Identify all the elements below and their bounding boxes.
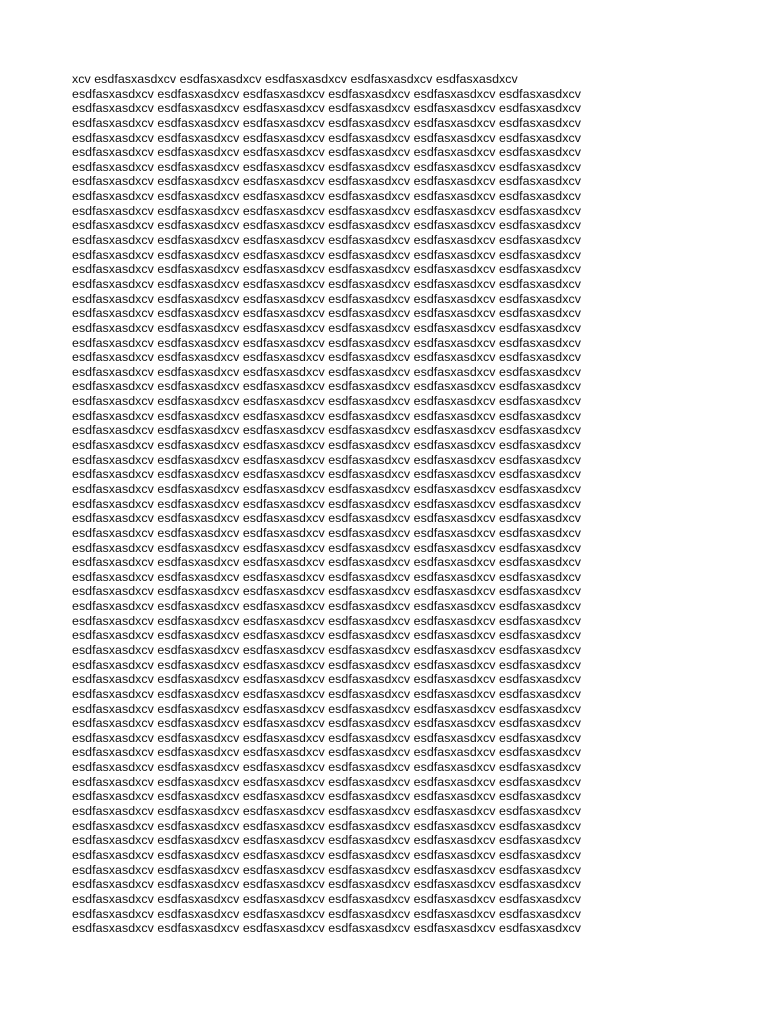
text-line: esdfasxasdxcv esdfasxasdxcv esdfasxasdxcv esdfasxasdxcv esdfasxasdxcv esdfasxasdxcv xyxy=(72,877,581,892)
text-line: esdfasxasdxcv esdfasxasdxcv esdfasxasdxcv esdfasxasdxcv esdfasxasdxcv esdfasxasdxcv xyxy=(72,481,581,496)
text-line: esdfasxasdxcv esdfasxasdxcv esdfasxasdxcv esdfasxasdxcv esdfasxasdxcv esdfasxasdxcv xyxy=(72,496,581,511)
text-line: esdfasxasdxcv esdfasxasdxcv esdfasxasdxcv esdfasxasdxcv esdfasxasdxcv esdfasxasdxcv xyxy=(72,233,581,248)
text-line: esdfasxasdxcv esdfasxasdxcv esdfasxasdxcv esdfasxasdxcv esdfasxasdxcv esdfasxasdxcv xyxy=(72,101,581,116)
text-line: esdfasxasdxcv esdfasxasdxcv esdfasxasdxcv esdfasxasdxcv esdfasxasdxcv esdfasxasdxcv xyxy=(72,862,581,877)
text-line: esdfasxasdxcv esdfasxasdxcv esdfasxasdxcv esdfasxasdxcv esdfasxasdxcv esdfasxasdxcv xyxy=(72,525,581,540)
text-line: esdfasxasdxcv esdfasxasdxcv esdfasxasdxcv esdfasxasdxcv esdfasxasdxcv esdfasxasdxcv xyxy=(72,818,581,833)
text-line: esdfasxasdxcv esdfasxasdxcv esdfasxasdxcv esdfasxasdxcv esdfasxasdxcv esdfasxasdxcv xyxy=(72,584,581,599)
text-line: esdfasxasdxcv esdfasxasdxcv esdfasxasdxcv esdfasxasdxcv esdfasxasdxcv esdfasxasdxcv xyxy=(72,701,581,716)
text-line: esdfasxasdxcv esdfasxasdxcv esdfasxasdxcv esdfasxasdxcv esdfasxasdxcv esdfasxasdxcv xyxy=(72,174,581,189)
text-line: esdfasxasdxcv esdfasxasdxcv esdfasxasdxcv esdfasxasdxcv esdfasxasdxcv esdfasxasdxcv xyxy=(72,642,581,657)
text-line: esdfasxasdxcv esdfasxasdxcv esdfasxasdxcv esdfasxasdxcv esdfasxasdxcv esdfasxasdxcv xyxy=(72,379,581,394)
text-line: esdfasxasdxcv esdfasxasdxcv esdfasxasdxcv esdfasxasdxcv esdfasxasdxcv esdfasxasdxcv xyxy=(72,335,581,350)
text-line: esdfasxasdxcv esdfasxasdxcv esdfasxasdxcv esdfasxasdxcv esdfasxasdxcv esdfasxasdxcv xyxy=(72,467,581,482)
text-line: esdfasxasdxcv esdfasxasdxcv esdfasxasdxcv esdfasxasdxcv esdfasxasdxcv esdfasxasdxcv xyxy=(72,438,581,453)
text-line: esdfasxasdxcv esdfasxasdxcv esdfasxasdxcv esdfasxasdxcv esdfasxasdxcv esdfasxasdxcv xyxy=(72,833,581,848)
text-line: esdfasxasdxcv esdfasxasdxcv esdfasxasdxcv esdfasxasdxcv esdfasxasdxcv esdfasxasdxcv xyxy=(72,745,581,760)
text-line: esdfasxasdxcv esdfasxasdxcv esdfasxasdxcv esdfasxasdxcv esdfasxasdxcv esdfasxasdxcv xyxy=(72,306,581,321)
text-line: esdfasxasdxcv esdfasxasdxcv esdfasxasdxcv esdfasxasdxcv esdfasxasdxcv esdfasxasdxcv xyxy=(72,628,581,643)
text-line: xcv esdfasxasdxcv esdfasxasdxcv esdfasxasdxcv esdfasxasdxcv esdfasxasdxcv xyxy=(72,72,518,86)
text-line: esdfasxasdxcv esdfasxasdxcv esdfasxasdxcv esdfasxasdxcv esdfasxasdxcv esdfasxasdxcv xyxy=(72,540,581,555)
text-line: esdfasxasdxcv esdfasxasdxcv esdfasxasdxcv esdfasxasdxcv esdfasxasdxcv esdfasxasdxcv xyxy=(72,847,581,862)
text-line: esdfasxasdxcv esdfasxasdxcv esdfasxasdxcv esdfasxasdxcv esdfasxasdxcv esdfasxasdxcv xyxy=(72,906,581,921)
text-line: esdfasxasdxcv esdfasxasdxcv esdfasxasdxcv esdfasxasdxcv esdfasxasdxcv esdfasxasdxcv xyxy=(72,262,581,277)
text-line: esdfasxasdxcv esdfasxasdxcv esdfasxasdxcv esdfasxasdxcv esdfasxasdxcv esdfasxasdxcv xyxy=(72,408,581,423)
text-line: esdfasxasdxcv esdfasxasdxcv esdfasxasdxcv esdfasxasdxcv esdfasxasdxcv esdfasxasdxcv xyxy=(72,657,581,672)
text-line: esdfasxasdxcv esdfasxasdxcv esdfasxasdxcv esdfasxasdxcv esdfasxasdxcv esdfasxasdxcv xyxy=(72,394,581,409)
text-line: esdfasxasdxcv esdfasxasdxcv esdfasxasdxcv esdfasxasdxcv esdfasxasdxcv esdfasxasdxcv xyxy=(72,350,581,365)
text-line: esdfasxasdxcv esdfasxasdxcv esdfasxasdxcv esdfasxasdxcv esdfasxasdxcv esdfasxasdxcv xyxy=(72,247,581,262)
text-line: esdfasxasdxcv esdfasxasdxcv esdfasxasdxcv esdfasxasdxcv esdfasxasdxcv esdfasxasdxcv xyxy=(72,115,581,130)
text-line: esdfasxasdxcv esdfasxasdxcv esdfasxasdxcv esdfasxasdxcv esdfasxasdxcv esdfasxasdxcv xyxy=(72,891,581,906)
text-line: esdfasxasdxcv esdfasxasdxcv esdfasxasdxcv esdfasxasdxcv esdfasxasdxcv esdfasxasdxcv xyxy=(72,452,581,467)
text-line: esdfasxasdxcv esdfasxasdxcv esdfasxasdxcv esdfasxasdxcv esdfasxasdxcv esdfasxasdxcv xyxy=(72,189,581,204)
text-line: esdfasxasdxcv esdfasxasdxcv esdfasxasdxcv esdfasxasdxcv esdfasxasdxcv esdfasxasdxcv xyxy=(72,423,581,438)
text-line: esdfasxasdxcv esdfasxasdxcv esdfasxasdxcv esdfasxasdxcv esdfasxasdxcv esdfasxasdxcv xyxy=(72,789,581,804)
text-line: esdfasxasdxcv esdfasxasdxcv esdfasxasdxcv esdfasxasdxcv esdfasxasdxcv esdfasxasdxcv xyxy=(72,599,581,614)
text-line: esdfasxasdxcv esdfasxasdxcv esdfasxasdxcv esdfasxasdxcv esdfasxasdxcv esdfasxasdxcv xyxy=(72,569,581,584)
text-line: esdfasxasdxcv esdfasxasdxcv esdfasxasdxcv esdfasxasdxcv esdfasxasdxcv esdfasxasdxcv xyxy=(72,555,581,570)
text-line: esdfasxasdxcv esdfasxasdxcv esdfasxasdxcv esdfasxasdxcv esdfasxasdxcv esdfasxasdxcv xyxy=(72,203,581,218)
text-line: esdfasxasdxcv esdfasxasdxcv esdfasxasdxcv esdfasxasdxcv esdfasxasdxcv esdfasxasdxcv xyxy=(72,672,581,687)
text-line: esdfasxasdxcv esdfasxasdxcv esdfasxasdxcv esdfasxasdxcv esdfasxasdxcv esdfasxasdxcv xyxy=(72,730,581,745)
text-line: esdfasxasdxcv esdfasxasdxcv esdfasxasdxcv esdfasxasdxcv esdfasxasdxcv esdfasxasdxcv xyxy=(72,320,581,335)
text-line: esdfasxasdxcv esdfasxasdxcv esdfasxasdxcv esdfasxasdxcv esdfasxasdxcv esdfasxasdxcv xyxy=(72,760,581,775)
text-line: esdfasxasdxcv esdfasxasdxcv esdfasxasdxcv esdfasxasdxcv esdfasxasdxcv esdfasxasdxcv xyxy=(72,364,581,379)
text-line: esdfasxasdxcv esdfasxasdxcv esdfasxasdxcv esdfasxasdxcv esdfasxasdxcv esdfasxasdxcv xyxy=(72,218,581,233)
text-line: esdfasxasdxcv esdfasxasdxcv esdfasxasdxcv esdfasxasdxcv esdfasxasdxcv esdfasxasdxcv xyxy=(72,686,581,701)
text-line: esdfasxasdxcv esdfasxasdxcv esdfasxasdxcv esdfasxasdxcv esdfasxasdxcv esdfasxasdxcv xyxy=(72,86,581,101)
text-line: esdfasxasdxcv esdfasxasdxcv esdfasxasdxcv esdfasxasdxcv esdfasxasdxcv esdfasxasdxcv xyxy=(72,159,581,174)
text-line: esdfasxasdxcv esdfasxasdxcv esdfasxasdxcv esdfasxasdxcv esdfasxasdxcv esdfasxasdxcv xyxy=(72,613,581,628)
text-line: esdfasxasdxcv esdfasxasdxcv esdfasxasdxcv esdfasxasdxcv esdfasxasdxcv esdfasxasdxcv xyxy=(72,276,581,291)
text-line: esdfasxasdxcv esdfasxasdxcv esdfasxasdxcv esdfasxasdxcv esdfasxasdxcv esdfasxasdxcv xyxy=(72,804,581,819)
text-line: esdfasxasdxcv esdfasxasdxcv esdfasxasdxcv esdfasxasdxcv esdfasxasdxcv esdfasxasdxcv xyxy=(72,511,581,526)
text-line: esdfasxasdxcv esdfasxasdxcv esdfasxasdxcv esdfasxasdxcv esdfasxasdxcv esdfasxasdxcv xyxy=(72,921,581,936)
text-line: esdfasxasdxcv esdfasxasdxcv esdfasxasdxcv esdfasxasdxcv esdfasxasdxcv esdfasxasdxcv xyxy=(72,774,581,789)
text-line: esdfasxasdxcv esdfasxasdxcv esdfasxasdxcv esdfasxasdxcv esdfasxasdxcv esdfasxasdxcv xyxy=(72,145,581,160)
text-line: esdfasxasdxcv esdfasxasdxcv esdfasxasdxcv esdfasxasdxcv esdfasxasdxcv esdfasxasdxcv xyxy=(72,716,581,731)
document-body-text xyxy=(72,72,712,936)
text-line: esdfasxasdxcv esdfasxasdxcv esdfasxasdxcv esdfasxasdxcv esdfasxasdxcv esdfasxasdxcv xyxy=(72,130,581,145)
text-line: esdfasxasdxcv esdfasxasdxcv esdfasxasdxcv esdfasxasdxcv esdfasxasdxcv esdfasxasdxcv xyxy=(72,291,581,306)
